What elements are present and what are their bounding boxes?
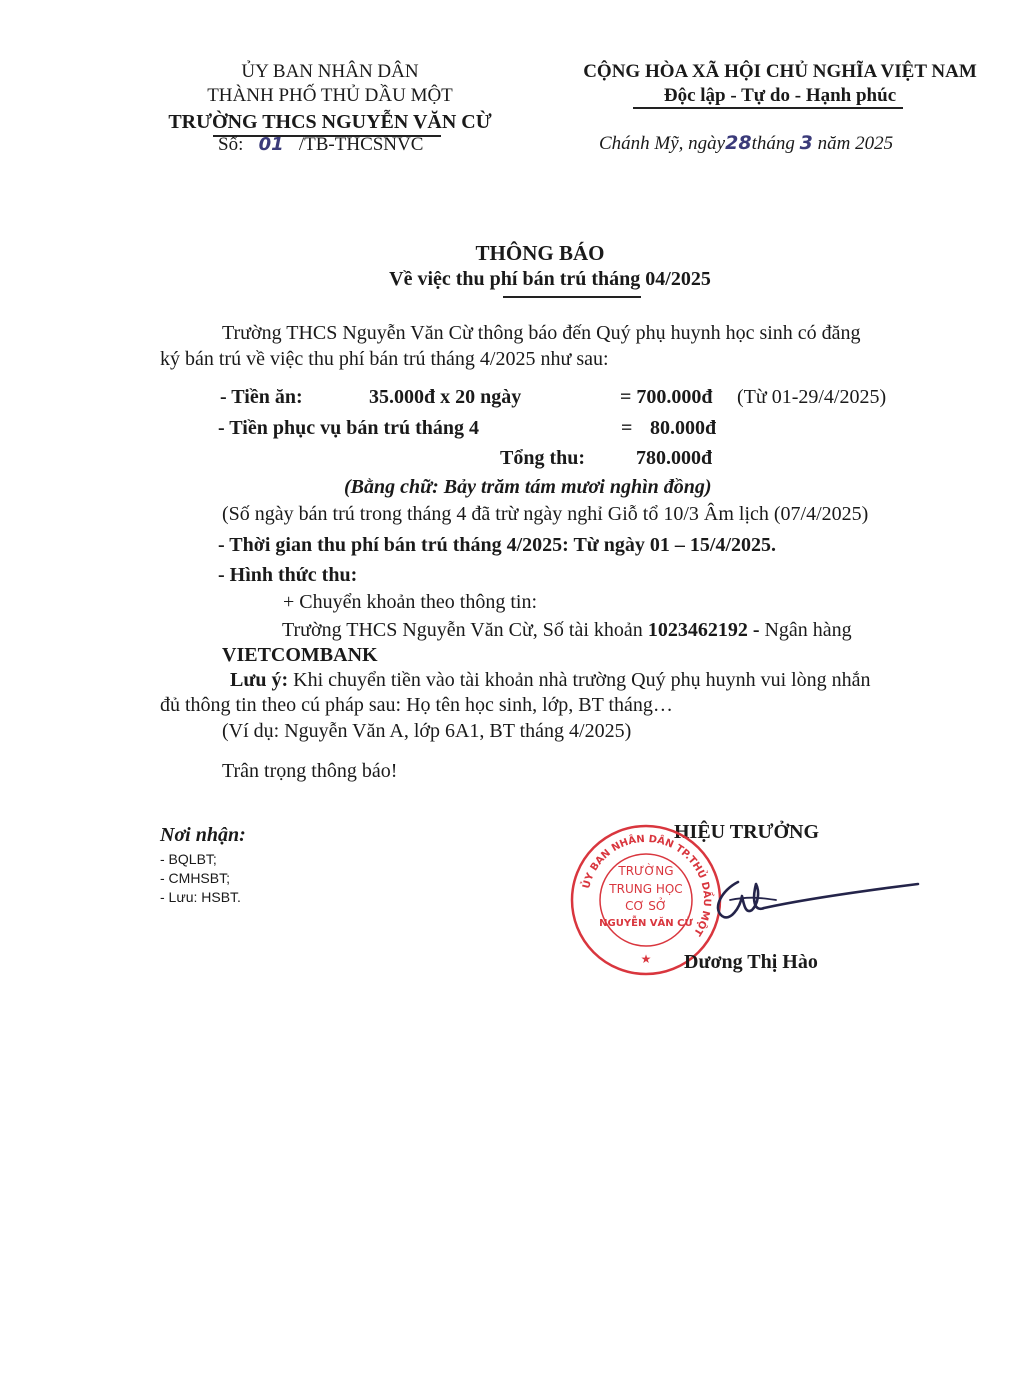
header-city: THÀNH PHỐ THỦ DẦU MỘT (207, 85, 453, 106)
note-label: Lưu ý: (230, 669, 289, 691)
seal-ring-text: ỦY BAN NHÂN DÂN TP.THỦ DẦU MỘT (581, 833, 713, 938)
fee-total-label: Tổng thu: (500, 447, 586, 469)
intro-line-1: Trường THCS Nguyễn Văn Cừ thông báo đến Quý phụ huynh học sinh có đăng (222, 322, 861, 344)
recipient-item: - Lưu: HSBT. (160, 889, 241, 905)
principal-signature (700, 870, 930, 940)
header-agency: ỦY BAN NHÂN DÂN (241, 61, 419, 82)
fee-food-label: - Tiền ăn: (220, 386, 303, 408)
notice-subject: Về việc thu phí bán trú tháng 04/2025 (389, 268, 711, 290)
principal-title: HIỆU TRƯỞNG (674, 821, 820, 843)
recipients-title: Nơi nhận: (160, 824, 246, 846)
fee-service-amount: 80.000đ (650, 417, 717, 439)
subject-underline (503, 296, 641, 298)
date-month-label: tháng (751, 133, 795, 154)
bank-account-line (282, 619, 852, 642)
principal-name: Dương Thị Hào (684, 951, 818, 973)
seal-line-3: CƠ SỞ (625, 899, 667, 913)
fee-service-label: - Tiền phục vụ bán trú tháng 4 (218, 417, 480, 439)
bank-account-number: 1023462192 - (647, 619, 760, 641)
date-suffix: năm 2025 (817, 133, 894, 154)
notice-title: THÔNG BÁO (475, 241, 605, 265)
recipient-item: - BQLBT; (160, 851, 217, 867)
collection-method-label: - Hình thức thu: (218, 564, 358, 586)
fee-total-amount: 780.000đ (636, 447, 713, 469)
note-line-1 (230, 669, 871, 692)
bank-account-bank-prefix: Ngân hàng (764, 619, 852, 641)
collection-period: - Thời gian thu phí bán trú tháng 4/2025: Từ ngày 01 – 15/4/2025. (218, 534, 777, 556)
fee-food-calc: 35.000đ x 20 ngày (369, 386, 522, 408)
bank-account-prefix: Trường THCS Nguyễn Văn Cừ, Số tài khoản (282, 619, 643, 641)
note-text-1: Khi chuyển tiền vào tài khoản nhà trường Quý phụ huynh vui lòng nhắn (293, 669, 871, 691)
national-title: CỘNG HÒA XÃ HỘI CHỦ NGHĨA VIỆT NAM (583, 61, 977, 82)
fee-service-eq: = (621, 417, 633, 439)
date-month-handwritten: 3 (799, 132, 813, 154)
document-date (599, 132, 893, 155)
seal-line-1: TRƯỜNG (618, 864, 674, 878)
seal-star-icon: ★ (640, 952, 652, 966)
fee-in-words: (Bằng chữ: Bảy trăm tám mươi nghìn đồng) (344, 476, 712, 498)
bank-transfer-label: + Chuyển khoản theo thông tin: (283, 591, 538, 613)
note-line-2: đủ thông tin theo cú pháp sau: Họ tên học sinh, lớp, BT tháng… (160, 694, 673, 716)
bank-name: VIETCOMBANK (222, 644, 378, 666)
recipient-item: - CMHSBT; (160, 870, 230, 886)
date-prefix: Chánh Mỹ, ngày (599, 133, 726, 154)
document-number (218, 134, 423, 156)
so-number-handwritten: 01 (258, 134, 284, 155)
closing-line: Trân trọng thông báo! (222, 760, 398, 782)
so-suffix: /TB-THCSNVC (298, 134, 424, 155)
so-prefix: Số: (218, 134, 244, 155)
date-day-handwritten: 28 (725, 132, 752, 154)
seal-line-2: TRUNG HỌC (609, 882, 683, 896)
national-motto: Độc lập - Tự do - Hạnh phúc (663, 85, 897, 106)
motto-underline (633, 107, 903, 109)
intro-line-2: ký bán trú về việc thu phí bán trú tháng 4/2025 như sau: (160, 348, 609, 370)
fee-food-amount: = 700.000đ (620, 386, 713, 408)
seal-line-4: NGUYỄN VĂN CỪ (599, 918, 693, 929)
fee-food-note: (Từ 01-29/4/2025) (737, 386, 887, 408)
header-school: TRƯỜNG THCS NGUYỄN VĂN CỪ (168, 111, 492, 133)
example-line: (Ví dụ: Nguyễn Văn A, lớp 6A1, BT tháng 4/2025) (222, 720, 632, 742)
days-note: (Số ngày bán trú trong tháng 4 đã trừ ngày nghỉ Giỗ tổ 10/3 Âm lịch (07/4/2025) (222, 503, 869, 525)
